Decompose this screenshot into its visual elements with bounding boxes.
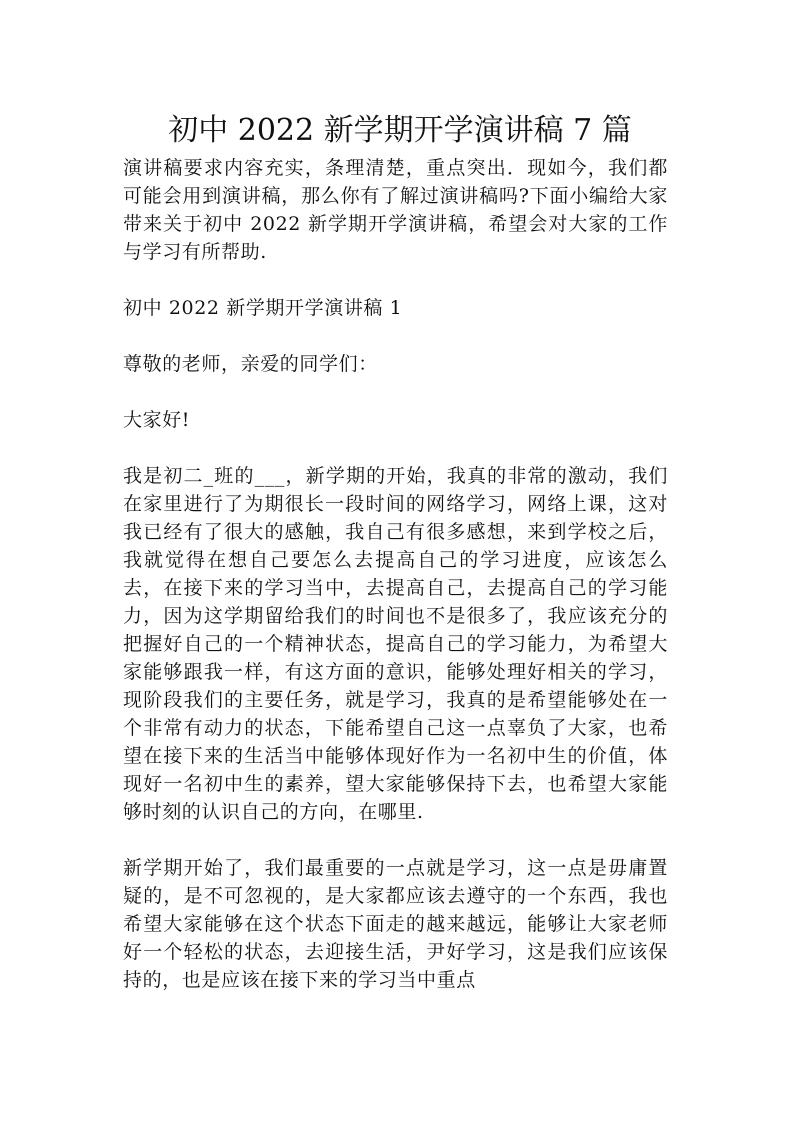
document-title: 初中 2022 新学期开学演讲稿 7 篇 (168, 113, 632, 148)
body-paragraph: 我是初二_班的___，新学期的开始，我真的非常的激动，我们在家里进行了为期很长一段时间的网络学习，网络上课，这对我已经有了很大的感触，我自己有很多感想，来到学校之后，我就觉得在想自己要怎么去提高自己的学习进度，应该怎么去，在接下来的学习当中，去提高自己，去提高自己的学习能力，因为这学期留给我们的时间也不是很多了，我应该充分的把握好自己的一个精神状态，提高自己的学习能力，为希望大家能够跟我一样，有这方面的意识，能够处理好相关的学习，现阶段我们的主要任务，就是学习，我真的是希望能够处在一个非常有动力的状态，下能希望自己这一点辜负了大家，也希望在接下来的生活当中能够体现好作为一名初中生的价值，体现好一名初中生的素养，望大家能够保持下去，也希望大家能够时刻的认识自己的方向，在哪里. (123, 465, 668, 823)
intro-paragraph: 演讲稿要求内容充实，条理清楚，重点突出．现如今，我们都可能会用到演讲稿，那么你有了解过演讲稿吗?下面小编给大家带来关于初中 2022 新学期开学演讲稿，希望会对大家的工作与学习有所帮助. (123, 157, 668, 263)
greeting: 大家好! (123, 409, 191, 431)
salutation: 尊敬的老师，亲爱的同学们： (123, 353, 378, 375)
section-heading: 初中 2022 新学期开学演讲稿 1 (123, 297, 403, 319)
body-paragraph: 新学期开始了，我们最重要的一点就是学习，这一点是毋庸置疑的，是不可忽视的，是大家都应该去遵守的一个东西，我也希望大家能够在这个状态下面走的越来越远，能够让大家老师好一个轻松的状态，去迎接生活，尹好学习，这是我们应该保持的，也是应该在接下来的学习当中重点 (123, 857, 668, 991)
document-body (123, 154, 668, 1022)
